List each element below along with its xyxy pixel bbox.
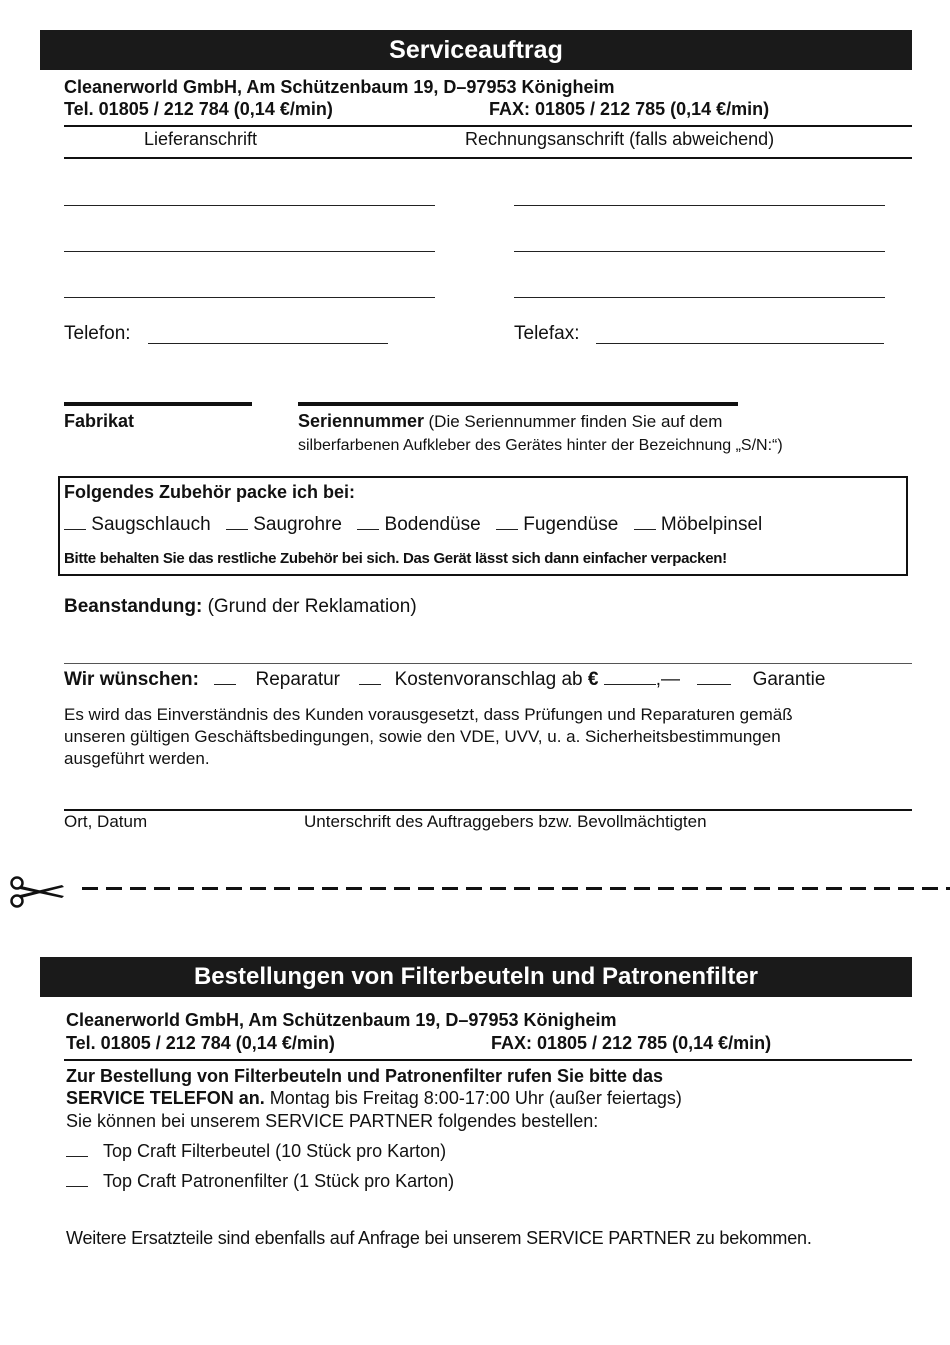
serial-number-label: Seriennummer: [298, 411, 425, 431]
serial-number-hint: (Die Seriennummer finden Sie auf dem: [428, 412, 723, 431]
service-title: Serviceauftrag: [389, 36, 563, 64]
order-fax: FAX: 01805 / 212 785 (0,14 €/min): [491, 1033, 772, 1053]
accessories-options: [64, 514, 762, 536]
cut-line: [82, 887, 950, 890]
wish-row: [64, 669, 825, 691]
consent-line-3: ausgeführt werden.: [64, 749, 210, 768]
complaint-label: Beanstandung:: [64, 596, 203, 617]
billing-address-label: Rechnungsanschrift (falls abweichend): [465, 129, 775, 149]
checkbox-saugschlauch[interactable]: [64, 514, 86, 530]
checkbox-fugenduese[interactable]: [496, 514, 518, 530]
divider: [64, 1059, 912, 1061]
service-fax: FAX: 01805 / 212 785 (0,14 €/min): [489, 99, 770, 119]
wish-label: Wir wünschen:: [64, 669, 199, 690]
telefax-field[interactable]: [596, 343, 884, 344]
checkbox-saugrohre[interactable]: [226, 514, 248, 530]
divider: [64, 157, 912, 159]
telefax-label: Telefax:: [514, 323, 580, 344]
order-intro-line-1: Zur Bestellung von Filterbeuteln und Patronenfilter rufen Sie bitte das: [66, 1066, 664, 1086]
order-item-1-label: Top Craft Filterbeutel (10 Stück pro Karton): [103, 1141, 447, 1161]
signature-field[interactable]: [64, 809, 912, 811]
checkbox-repair[interactable]: [214, 669, 236, 685]
accessories-note: Bitte behalten Sie das restliche Zubehör bei sich. Das Gerät lässt sich dann einfacher verpacken!: [64, 550, 727, 567]
complaint-row: [64, 596, 417, 618]
delivery-address-line-1[interactable]: [64, 205, 435, 206]
checkbox-patronenfilter[interactable]: [66, 1171, 88, 1187]
place-date-label: Ort, Datum: [64, 812, 148, 831]
checkbox-bodenduese[interactable]: [357, 514, 379, 530]
telefon-label: Telefon:: [64, 323, 131, 344]
wish-warranty: Garantie: [752, 669, 826, 690]
order-item-patronenfilter: [66, 1171, 454, 1192]
wish-estimate: Kostenvoranschlag ab: [394, 669, 583, 690]
checkbox-estimate[interactable]: [359, 669, 381, 685]
checkbox-moebelpinsel[interactable]: [634, 514, 656, 530]
service-title-bar: [40, 30, 912, 70]
fabrikat-label: Fabrikat: [64, 411, 135, 431]
service-company: Cleanerworld GmbH, Am Schützenbaum 19, D–97953 Königheim: [64, 77, 615, 97]
accessory-fugenduese: Fugendüse: [523, 514, 619, 535]
accessory-saugrohre: Saugrohre: [253, 514, 342, 535]
accessories-heading: Folgendes Zubehör packe ich bei:: [64, 482, 356, 502]
serial-number-hint-2: silberfarbenen Aufkleber des Gerätes hinter der Bezeichnung „S/N:“): [298, 437, 783, 454]
checkbox-filterbeutel[interactable]: [66, 1141, 88, 1157]
order-footer: Weitere Ersatzteile sind ebenfalls auf Anfrage bei unserem SERVICE PARTNER zu bekommen.: [66, 1228, 812, 1248]
order-tel: Tel. 01805 / 212 784 (0,14 €/min): [66, 1033, 335, 1053]
order-company: Cleanerworld GmbH, Am Schützenbaum 19, D–97953 Königheim: [66, 1010, 617, 1030]
delivery-address-line-2[interactable]: [64, 251, 435, 252]
billing-address-line-2[interactable]: [514, 251, 885, 252]
checkbox-warranty[interactable]: [697, 669, 731, 685]
order-intro-line-2: [66, 1088, 682, 1109]
divider: [64, 125, 912, 127]
order-intro-line-3: Sie können bei unserem SERVICE PARTNER folgendes bestellen:: [66, 1111, 599, 1131]
order-item-filterbeutel: [66, 1141, 446, 1162]
wish-suffix: ,—: [655, 669, 681, 690]
service-tel: Tel. 01805 / 212 784 (0,14 €/min): [64, 99, 333, 119]
complaint-hint: (Grund der Reklamation): [207, 596, 417, 617]
billing-address-line-1[interactable]: [514, 205, 885, 206]
scissors-icon: [4, 872, 68, 912]
delivery-address-line-3[interactable]: [64, 297, 435, 298]
accessory-bodenduese: Bodendüse: [384, 514, 481, 535]
consent-line-2: unseren gültigen Geschäftsbedingungen, sowie den VDE, UVV, u. a. Sicherheitsbestimmungen: [64, 727, 781, 746]
signature-label: Unterschrift des Auftraggebers bzw. Bevollmächtigten: [304, 812, 707, 831]
serial-number-field[interactable]: [298, 402, 738, 406]
order-service-phone: SERVICE TELEFON an.: [66, 1088, 265, 1108]
order-hours: Montag bis Freitag 8:00-17:00 Uhr (außer feiertags): [269, 1088, 682, 1108]
delivery-address-label: Lieferanschrift: [144, 129, 258, 149]
wish-repair: Reparatur: [255, 669, 341, 690]
complaint-field[interactable]: [64, 663, 912, 664]
accessory-moebelpinsel: Möbelpinsel: [660, 514, 763, 535]
billing-address-line-3[interactable]: [514, 297, 885, 298]
wish-currency: €: [587, 669, 599, 690]
order-item-2-label: Top Craft Patronenfilter (1 Stück pro Karton): [103, 1171, 455, 1191]
estimate-amount-field[interactable]: [604, 669, 656, 685]
accessory-saugschlauch: Saugschlauch: [91, 514, 211, 535]
fabrikat-field[interactable]: [64, 402, 252, 406]
order-title-bar: [40, 957, 912, 997]
order-title: Bestellungen von Filterbeuteln und Patronenfilter: [193, 963, 759, 990]
consent-line-1: Es wird das Einverständnis des Kunden vorausgesetzt, dass Prüfungen und Reparaturen gemäß: [64, 705, 793, 724]
telefon-field[interactable]: [148, 343, 388, 344]
